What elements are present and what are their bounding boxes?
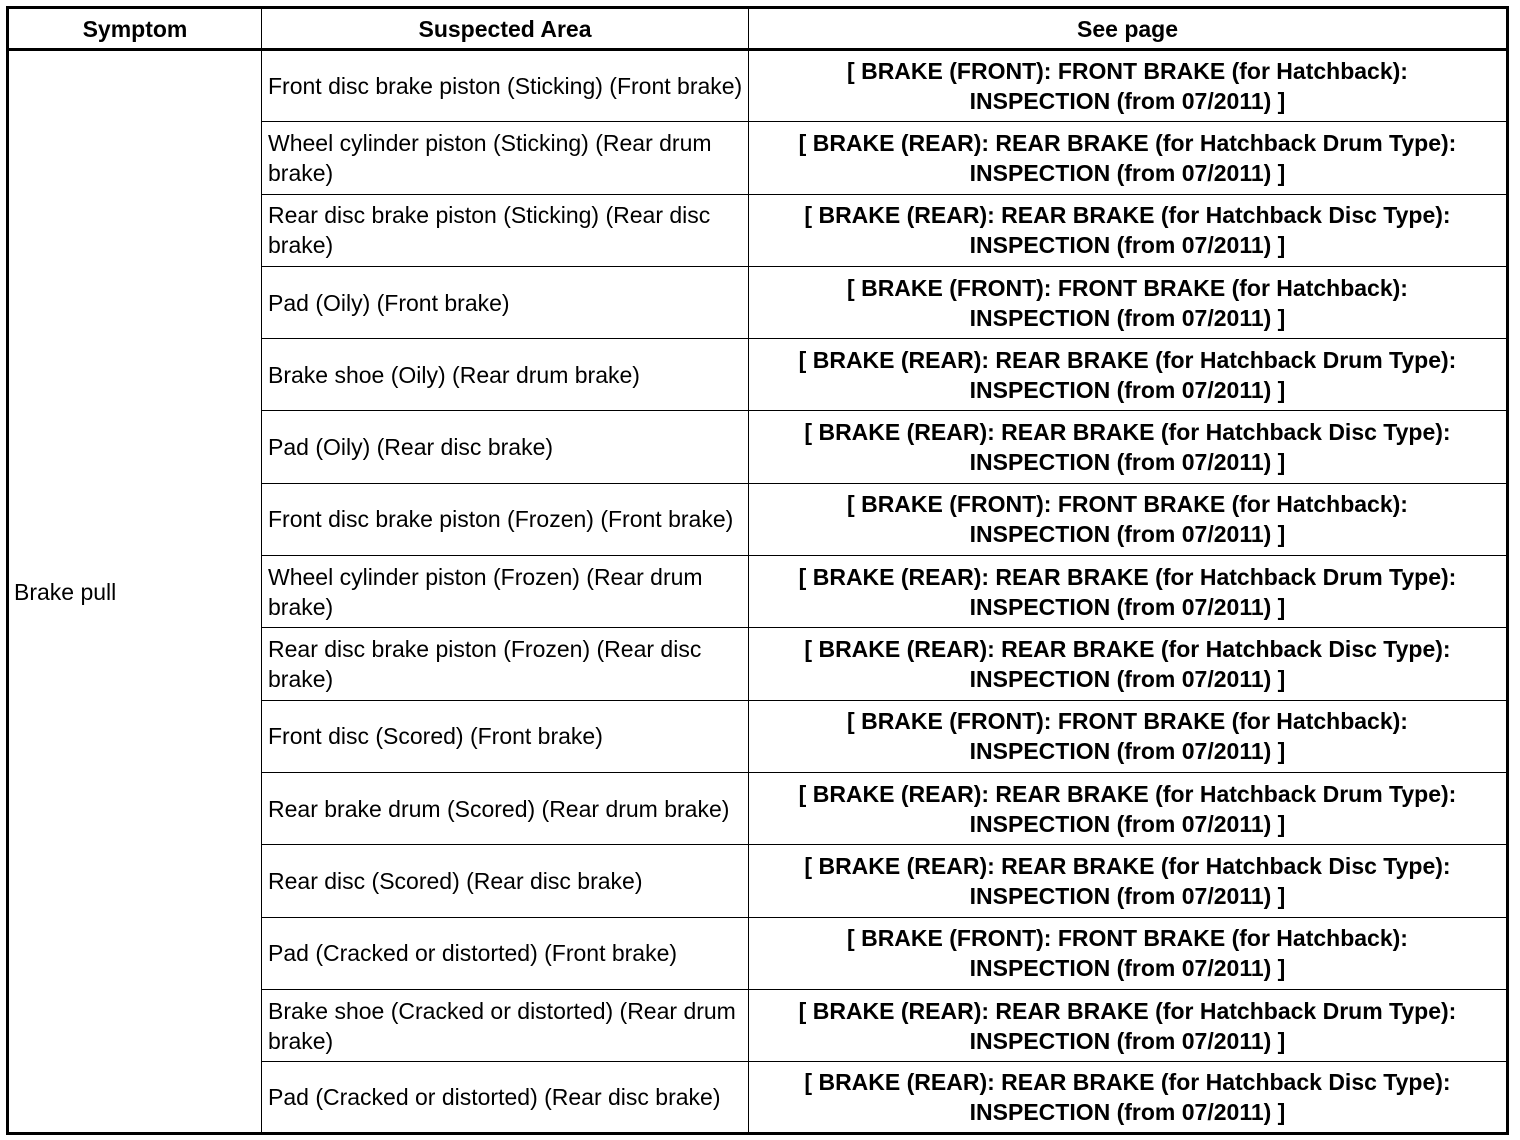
suspected-area-cell: Wheel cylinder piston (Frozen) (Rear drum brake) [262, 556, 749, 628]
see-page-link[interactable] [749, 483, 1508, 555]
see-page-link[interactable] [749, 50, 1508, 122]
table-header [8, 8, 1508, 50]
see-page-line-2: INSPECTION (from 07/2011) ] [969, 232, 1286, 259]
see-page-link[interactable] [749, 556, 1508, 628]
see-page-line-2: INSPECTION (from 07/2011) ] [969, 882, 1286, 909]
suspected-area-cell: Front disc (Scored) (Front brake) [262, 700, 749, 772]
see-page-line-1: [ BRAKE (FRONT): FRONT BRAKE (for Hatchback): [847, 274, 1408, 301]
see-page-line-2: INSPECTION (from 07/2011) ] [969, 955, 1286, 982]
see-page-link[interactable] [749, 411, 1508, 483]
see-page-line-1: [ BRAKE (REAR): REAR BRAKE (for Hatchback Drum Type): [798, 997, 1457, 1024]
see-page-line-2: INSPECTION (from 07/2011) ] [969, 738, 1286, 765]
header-symptom: Symptom [8, 8, 262, 50]
see-page-line-1: [ BRAKE (REAR): REAR BRAKE (for Hatchback Drum Type): [798, 346, 1457, 373]
see-page-line-2: INSPECTION (from 07/2011) ] [969, 159, 1286, 186]
see-page-line-1: [ BRAKE (FRONT): FRONT BRAKE (for Hatchback): [847, 491, 1408, 518]
suspected-area-cell: Pad (Oily) (Front brake) [262, 266, 749, 338]
suspected-area-cell: Rear disc brake piston (Sticking) (Rear disc brake) [262, 194, 749, 266]
suspected-area-cell: Rear disc (Scored) (Rear disc brake) [262, 845, 749, 917]
symptom-cell: Brake pull [8, 50, 262, 1134]
see-page-line-1: [ BRAKE (REAR): REAR BRAKE (for Hatchback Disc Type): [804, 636, 1451, 663]
see-page-link[interactable] [749, 628, 1508, 700]
header-suspected-area: Suspected Area [262, 8, 749, 50]
see-page-line-1: [ BRAKE (REAR): REAR BRAKE (for Hatchback Drum Type): [798, 129, 1457, 156]
header-see-page: See page [749, 8, 1508, 50]
suspected-area-cell: Front disc brake piston (Sticking) (Front brake) [262, 50, 749, 122]
see-page-line-1: [ BRAKE (FRONT): FRONT BRAKE (for Hatchback): [847, 58, 1408, 85]
table-body [8, 50, 1508, 1134]
suspected-area-cell: Front disc brake piston (Frozen) (Front brake) [262, 483, 749, 555]
see-page-line-1: [ BRAKE (REAR): REAR BRAKE (for Hatchback Disc Type): [804, 1069, 1451, 1096]
see-page-line-2: INSPECTION (from 07/2011) ] [969, 88, 1286, 115]
see-page-line-2: INSPECTION (from 07/2011) ] [969, 376, 1286, 403]
suspected-area-cell: Rear brake drum (Scored) (Rear drum brake) [262, 772, 749, 844]
see-page-line-1: [ BRAKE (REAR): REAR BRAKE (for Hatchback Disc Type): [804, 202, 1451, 229]
see-page-link[interactable] [749, 700, 1508, 772]
table-row [8, 50, 1508, 122]
see-page-link[interactable] [749, 339, 1508, 411]
see-page-line-2: INSPECTION (from 07/2011) ] [969, 521, 1286, 548]
suspected-area-cell: Wheel cylinder piston (Sticking) (Rear drum brake) [262, 122, 749, 194]
suspected-area-cell: Pad (Oily) (Rear disc brake) [262, 411, 749, 483]
see-page-line-2: INSPECTION (from 07/2011) ] [969, 810, 1286, 837]
see-page-line-2: INSPECTION (from 07/2011) ] [969, 1099, 1286, 1126]
see-page-line-1: [ BRAKE (REAR): REAR BRAKE (for Hatchback Disc Type): [804, 852, 1451, 879]
see-page-link[interactable] [749, 122, 1508, 194]
see-page-line-2: INSPECTION (from 07/2011) ] [969, 593, 1286, 620]
see-page-line-1: [ BRAKE (REAR): REAR BRAKE (for Hatchback Drum Type): [798, 780, 1457, 807]
header-row [8, 8, 1508, 50]
suspected-area-cell: Brake shoe (Cracked or distorted) (Rear drum brake) [262, 989, 749, 1061]
troubleshooting-table [6, 6, 1509, 1135]
see-page-line-2: INSPECTION (from 07/2011) ] [969, 1027, 1286, 1054]
see-page-link[interactable] [749, 772, 1508, 844]
see-page-line-2: INSPECTION (from 07/2011) ] [969, 449, 1286, 476]
see-page-line-1: [ BRAKE (REAR): REAR BRAKE (for Hatchback Disc Type): [804, 419, 1451, 446]
see-page-link[interactable] [749, 845, 1508, 917]
see-page-link[interactable] [749, 266, 1508, 338]
see-page-link[interactable] [749, 194, 1508, 266]
suspected-area-cell: Brake shoe (Oily) (Rear drum brake) [262, 339, 749, 411]
see-page-line-2: INSPECTION (from 07/2011) ] [969, 304, 1286, 331]
see-page-line-1: [ BRAKE (FRONT): FRONT BRAKE (for Hatchback): [847, 925, 1408, 952]
suspected-area-cell: Pad (Cracked or distorted) (Rear disc brake) [262, 1062, 749, 1134]
see-page-link[interactable] [749, 1062, 1508, 1134]
see-page-line-2: INSPECTION (from 07/2011) ] [969, 666, 1286, 693]
see-page-line-1: [ BRAKE (REAR): REAR BRAKE (for Hatchback Drum Type): [798, 563, 1457, 590]
see-page-line-1: [ BRAKE (FRONT): FRONT BRAKE (for Hatchback): [847, 708, 1408, 735]
see-page-link[interactable] [749, 989, 1508, 1061]
suspected-area-cell: Rear disc brake piston (Frozen) (Rear disc brake) [262, 628, 749, 700]
troubleshooting-table-container [6, 6, 1509, 1135]
see-page-link[interactable] [749, 917, 1508, 989]
suspected-area-cell: Pad (Cracked or distorted) (Front brake) [262, 917, 749, 989]
